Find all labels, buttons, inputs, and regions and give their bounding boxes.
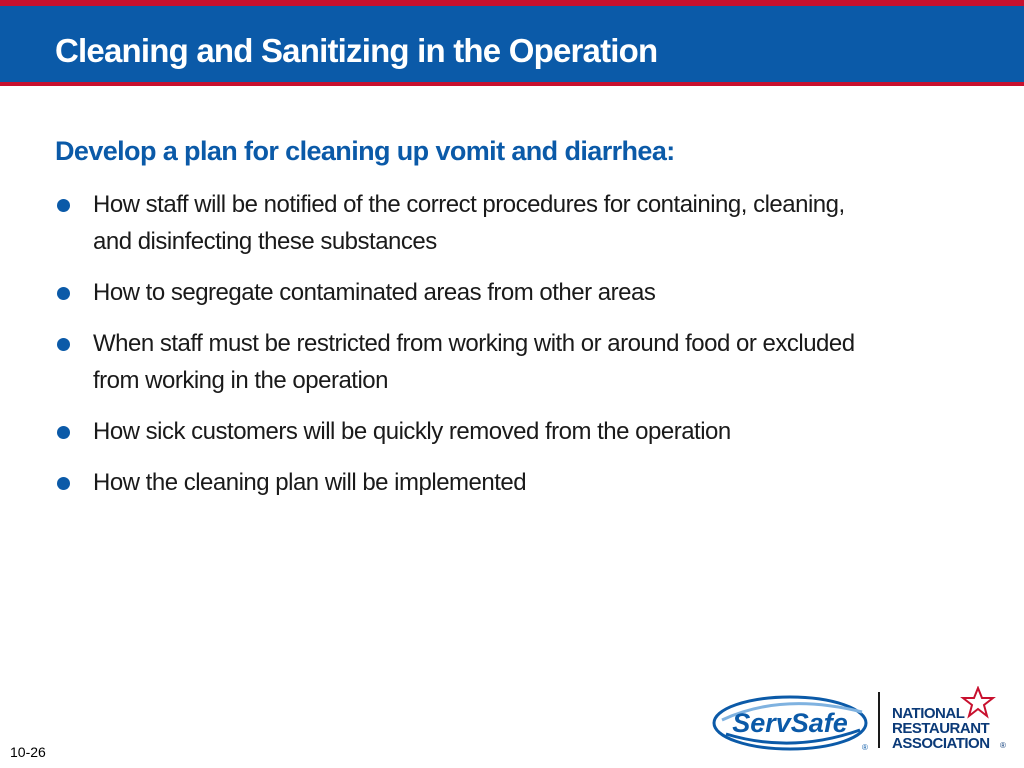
nra-logo <box>890 686 1012 752</box>
bullet-text: When staff must be restricted from working with or around food or excluded from working in the operation <box>93 330 855 394</box>
footer-logos <box>712 686 1012 758</box>
svg-text:®: ® <box>1000 741 1006 750</box>
bullet-icon <box>57 477 70 490</box>
bullet-icon <box>57 199 70 212</box>
bullet-text: How sick customers will be quickly removed from the operation <box>93 418 731 445</box>
bullet-text: How to segregate contaminated areas from other areas <box>93 279 656 306</box>
servsafe-logo <box>712 690 872 752</box>
servsafe-logo-text: ServSafe <box>732 708 848 738</box>
bullet-item <box>55 413 875 450</box>
bullet-list <box>55 186 875 515</box>
title-bar <box>0 0 1024 86</box>
bullet-item <box>55 325 875 399</box>
bullet-item <box>55 186 875 260</box>
bullet-text: How staff will be notified of the correct procedures for containing, cleaning, and disinfecting these substances <box>93 191 845 255</box>
svg-text:®: ® <box>862 743 868 752</box>
nra-line-1: NATIONAL <box>892 705 965 722</box>
logo-divider <box>878 692 880 748</box>
bullet-item <box>55 464 875 501</box>
bullet-item <box>55 274 875 311</box>
nra-line-3: ASSOCIATION <box>892 735 990 752</box>
nra-line-2: RESTAURANT <box>892 720 990 737</box>
bullet-text: How the cleaning plan will be implemented <box>93 469 527 496</box>
slide-number: 10-26 <box>10 744 46 760</box>
star-icon <box>963 688 993 716</box>
bullet-icon <box>57 287 70 300</box>
bullet-icon <box>57 338 70 351</box>
slide-title: Cleaning and Sanitizing in the Operation <box>55 32 658 69</box>
section-heading: Develop a plan for cleaning up vomit and diarrhea: <box>55 136 675 166</box>
bullet-icon <box>57 426 70 439</box>
